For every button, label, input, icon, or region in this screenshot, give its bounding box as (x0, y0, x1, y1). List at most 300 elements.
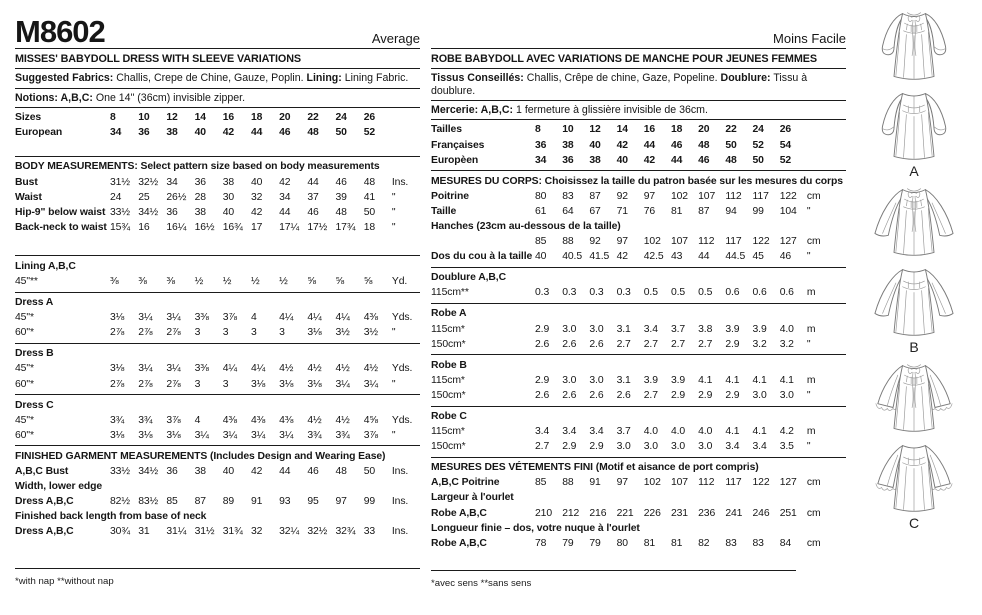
cell-value: 236 (698, 507, 716, 519)
cell-value: 3.4 (589, 426, 604, 438)
cell-value: 81 (670, 537, 683, 549)
table-row (15, 220, 420, 235)
cell-value: 3¼ (138, 312, 153, 324)
cell-value: 107 (670, 477, 688, 489)
cell-value: 83 (562, 190, 574, 202)
cell-value: 83 (725, 537, 737, 549)
size-table-french (431, 119, 846, 588)
cell-value: 42 (250, 206, 263, 218)
difficulty-rating-french: Moins Facile (773, 31, 846, 46)
cell-value: 3.4 (562, 426, 577, 438)
cell-value: 4.2 (779, 426, 794, 438)
fabrics-label: Suggested Fabrics: (15, 72, 114, 85)
cell-value: 104 (779, 205, 797, 217)
fabrics-text: Challis, Crêpe de chine, Gaze, Popeline. (526, 72, 718, 85)
cell-value: 3⅞ (166, 414, 181, 426)
row-label: Europèen (431, 154, 479, 166)
cell-value: 4⅜ (363, 312, 378, 324)
cell-value: 3.0 (670, 441, 686, 453)
cell-value: 3.0 (616, 441, 631, 453)
cell-value: 71 (616, 205, 628, 217)
cell-value: 16 (138, 221, 150, 233)
unit-label: Yds. (391, 363, 413, 375)
table-row (431, 424, 846, 439)
cell-value: 2.7 (698, 338, 713, 350)
cell-value: 122 (752, 236, 770, 248)
cell-value: 112 (725, 190, 742, 202)
cell-value: 3¼ (222, 429, 237, 441)
cell-value: 44 (250, 127, 263, 139)
cell-value: ⅝ (335, 276, 345, 287)
unit-label (807, 153, 846, 168)
section-header: FINISHED GARMENT MEASUREMENTS (Includes Design and Wearing Ease) (15, 450, 386, 462)
unit-label: " (806, 251, 811, 263)
lining-label: Doublure: (720, 72, 771, 85)
cell-value: 48 (725, 154, 737, 166)
cell-value: 17¾ (335, 221, 356, 233)
cell-value: 2⅞ (110, 327, 125, 339)
unit-label (807, 122, 846, 137)
cell-value: 4.0 (643, 426, 658, 438)
cell-value: 117 (752, 190, 769, 202)
cell-value: 246 (752, 507, 770, 519)
cell-value: 3.9 (725, 323, 740, 335)
cell-value: 91 (250, 496, 263, 508)
cell-value: 36 (166, 466, 178, 478)
cell-value: 0.3 (535, 287, 550, 299)
cell-value: 52 (752, 139, 764, 151)
dress-c-back-illustration (862, 438, 966, 518)
cell-value: 3⅛ (307, 327, 322, 339)
cell-value: 3.0 (562, 374, 577, 386)
cell-value: 4.1 (698, 374, 713, 386)
row-label: Dress A,B,C (15, 496, 74, 508)
cell-value: 18 (250, 112, 263, 124)
fabrics-line-english (15, 68, 420, 88)
lining-text: Lining Fabric. (344, 72, 409, 85)
row-label: Taille (431, 205, 457, 217)
cell-value: 4.1 (752, 374, 767, 386)
cell-value: 79 (562, 537, 574, 549)
cell-value: 2.9 (562, 441, 577, 453)
cell-value: 26 (363, 112, 376, 124)
cell-value: 3¼ (250, 429, 266, 441)
cell-value: 79 (589, 537, 601, 549)
cell-value: 42 (250, 466, 263, 478)
section-header: Dress A (15, 297, 54, 309)
cell-value: 212 (562, 507, 580, 519)
cell-value: 20 (279, 112, 291, 124)
cell-value: 3.0 (589, 323, 604, 335)
cell-value: 32¾ (335, 526, 356, 538)
table-row (15, 494, 420, 509)
cell-value: 16½ (194, 221, 215, 233)
row-label: 45"* (15, 414, 34, 426)
lining-text: Tissu à doublure. (431, 72, 808, 97)
table-row (431, 388, 846, 403)
section-header: MESURES DU CORPS: Choisissez la taille du patron basée sur les mesures du corps (431, 175, 843, 187)
cell-value: 221 (616, 507, 634, 519)
cell-value: 4¼ (307, 312, 322, 324)
cell-value: 112 (698, 236, 715, 248)
table-row (431, 122, 846, 137)
table-row (15, 428, 420, 443)
fabrics-label: Tissus Conseillés: (431, 72, 524, 85)
cell-value: 3.9 (752, 323, 767, 335)
table-row (431, 249, 846, 264)
cell-value: 26 (779, 124, 792, 136)
cell-value: 24 (752, 124, 764, 136)
row-label: Robe A,B,C (431, 537, 487, 549)
cell-value: 2.6 (562, 389, 577, 401)
divider (431, 406, 846, 407)
notions-line-french (431, 100, 846, 120)
cell-value: 0.6 (779, 287, 794, 299)
cell-value: 83 (752, 537, 764, 549)
section-header: BODY MEASUREMENTS: Select pattern size based on body measurements (15, 161, 380, 173)
cell-value: ⅝ (307, 276, 316, 287)
spacer (15, 140, 420, 153)
cell-value: 76 (643, 205, 656, 217)
cell-value: 46 (779, 251, 792, 263)
cell-value: 2.7 (616, 338, 631, 350)
row-label: Françaises (431, 139, 485, 151)
cell-value: 87 (589, 190, 601, 202)
cell-value: 3½ (363, 327, 378, 339)
cell-value: 84 (779, 537, 792, 549)
cell-value: 15¾ (110, 221, 130, 233)
cell-value: 38 (194, 206, 206, 218)
cell-value: 3.4 (535, 426, 550, 438)
row-label: 45"** (15, 276, 38, 287)
row-label: Waist (15, 191, 42, 203)
cell-value: 16¾ (222, 221, 243, 233)
row-label: A,B,C Bust (15, 466, 69, 478)
cell-value: 81 (670, 205, 683, 217)
cell-value: 8 (535, 124, 541, 136)
row-label: Back-neck to waist (15, 221, 107, 233)
cell-value: 2.7 (643, 338, 658, 350)
section-header: Robe B (431, 359, 467, 371)
cell-value: 26½ (166, 191, 187, 203)
cell-value: ½ (222, 276, 232, 287)
cell-value: 87 (698, 205, 710, 217)
cell-value: 95 (307, 496, 319, 508)
table-row (431, 285, 846, 300)
cell-value: 34½ (138, 466, 159, 478)
cell-value: 12 (166, 112, 178, 124)
cell-value: 67 (589, 205, 601, 217)
cell-value: 231 (670, 507, 688, 519)
section-header: Largeur à l'ourlet (431, 492, 514, 504)
table-row (15, 524, 420, 539)
cell-value: 0.3 (616, 287, 631, 299)
unit-label: " (391, 206, 396, 218)
cell-value: 83½ (138, 496, 159, 508)
cell-value: 37 (307, 191, 319, 203)
table-row (431, 153, 846, 168)
masthead-french (431, 10, 846, 48)
section-header: Robe A (431, 308, 467, 320)
lining-label: Lining: (306, 72, 342, 85)
table-row (431, 536, 846, 551)
cell-value: 48 (698, 139, 710, 151)
cell-value: 4⅜ (279, 414, 294, 426)
table-row (15, 274, 420, 289)
view-label-a: A (909, 163, 919, 179)
cell-value: 3¾ (110, 414, 125, 426)
cell-value: 3.5 (779, 441, 794, 453)
cell-value: 39 (335, 191, 347, 203)
cell-value: 4.0 (670, 426, 686, 438)
difficulty-rating-english: Average (371, 31, 420, 46)
table-row (431, 439, 846, 454)
cell-value: 14 (194, 112, 206, 124)
cell-value: 3.0 (752, 389, 767, 401)
cell-value: 3¼ (279, 429, 294, 441)
unit-label: cm (806, 477, 821, 489)
divider (431, 570, 796, 571)
cell-value: 32 (250, 526, 263, 538)
cell-value: 42 (616, 251, 628, 263)
unit-label: " (806, 338, 811, 350)
cell-value: 4¼ (335, 312, 350, 324)
cell-value: 38 (166, 127, 178, 139)
cell-value: 127 (779, 236, 797, 248)
cell-value: 4½ (335, 414, 350, 426)
section-header: Robe C (431, 411, 467, 423)
row-label: 60"* (15, 327, 34, 339)
cell-value: 50 (752, 154, 764, 166)
section-header: MESURES DES VÉTEMENTS FINI (Motif et aisance de port compris) (431, 462, 759, 474)
cell-value: 3⅛ (110, 363, 125, 375)
cell-value: 2.9 (589, 441, 604, 453)
divider (431, 170, 846, 171)
cell-value: 3¼ (166, 312, 181, 324)
cell-value: 45 (752, 251, 764, 263)
unit-label: Yd. (391, 276, 408, 287)
row-label: 150cm* (431, 441, 466, 453)
section-header: Hanches (23cm au-dessous de la taille) (431, 220, 621, 232)
cell-value: 3 (222, 327, 229, 339)
cell-value: 34 (110, 127, 122, 139)
cell-value: 48 (335, 466, 347, 478)
notions-label: Mercerie: A,B,C: (431, 104, 514, 117)
cell-value: 4⅜ (222, 414, 237, 426)
unit-label: Ins. (391, 526, 409, 538)
cell-value: 3¼ (138, 363, 153, 375)
cell-value: 82 (698, 537, 710, 549)
section-header: Lining A,B,C (15, 260, 76, 272)
dress-c-front-illustration (862, 358, 966, 438)
section-header: Finished back length from base of neck (15, 511, 207, 523)
divider (15, 445, 420, 446)
cell-value: 4½ (363, 363, 378, 375)
cell-value: 117 (725, 236, 742, 248)
cell-value: 34½ (138, 206, 159, 218)
unit-label: " (391, 221, 396, 233)
cell-value: 36 (562, 154, 574, 166)
cell-value: 40 (616, 154, 628, 166)
unit-label: Ins. (391, 496, 409, 508)
divider (431, 457, 846, 458)
cell-value: 92 (616, 190, 628, 202)
spacer (431, 551, 846, 568)
row-label: Sizes (15, 112, 42, 124)
unit-label: cm (806, 190, 821, 202)
cell-value: 91 (589, 477, 601, 489)
cell-value: 36 (194, 176, 206, 188)
cell-value: 40 (222, 206, 235, 218)
table-row (431, 475, 846, 490)
cell-value: 4¼ (222, 363, 237, 375)
row-label: Robe A,B,C (431, 507, 487, 519)
cell-value: 3⅛ (307, 378, 322, 390)
cell-value: 52 (779, 154, 792, 166)
divider (15, 292, 420, 293)
cell-value: ⅜ (110, 276, 119, 287)
cell-value: 44 (307, 176, 319, 188)
table-row (431, 204, 846, 219)
row-label: 45"* (15, 363, 34, 375)
cell-value: 3 (194, 378, 201, 390)
cell-value: 4 (250, 312, 257, 324)
cell-value: 44 (670, 154, 683, 166)
cell-value: 3⅞ (363, 429, 378, 441)
view-label-c: C (908, 515, 920, 531)
masthead-english (15, 10, 420, 48)
cell-value: 2.7 (535, 441, 550, 453)
cell-value: 127 (779, 477, 797, 489)
divider (431, 354, 846, 355)
cell-value: 0.6 (752, 287, 767, 299)
cell-value: 38 (562, 139, 574, 151)
cell-value: 46 (307, 206, 319, 218)
cell-value: 31¼ (166, 526, 187, 538)
cell-value: 3⅛ (166, 429, 181, 441)
cell-value: 3.9 (670, 374, 686, 386)
cell-value: 17¼ (279, 221, 300, 233)
row-label: Bust (15, 176, 38, 188)
cell-value: 22 (725, 124, 737, 136)
garment-title-english: MISSES' BABYDOLL DRESS WITH SLEEVE VARIATIONS (15, 48, 420, 68)
row-label: 115cm* (431, 323, 465, 335)
cell-value: 210 (535, 507, 553, 519)
cell-value: 3.7 (670, 323, 686, 335)
cell-value: 2⅞ (110, 378, 125, 390)
cell-value: 30¾ (110, 526, 130, 538)
row-label: A,B,C Poitrine (431, 477, 500, 489)
dress-a-views (852, 6, 976, 179)
row-label: Hip-9" below waist (15, 206, 106, 218)
cell-value: 85 (535, 236, 547, 248)
section-header: Dress B (15, 348, 54, 360)
cell-value: 64 (562, 205, 574, 217)
cell-value: 78 (535, 537, 547, 549)
row-label: European (15, 127, 63, 139)
cell-value: 38 (589, 154, 601, 166)
cell-value: 82½ (110, 496, 130, 508)
cell-value: 3.0 (698, 441, 713, 453)
fabrics-text: Challis, Crepe de Chine, Gauze, Poplin. (116, 72, 304, 85)
unit-label: " (806, 389, 811, 401)
cell-value: 3¼ (194, 429, 209, 441)
cell-value: 44 (279, 206, 291, 218)
cell-value: 81 (643, 537, 656, 549)
section-header: Width, lower edge (15, 481, 103, 493)
unit-label: m (806, 287, 816, 299)
cell-value: ½ (250, 276, 260, 287)
table-row (431, 373, 846, 388)
cell-value: 2.9 (698, 389, 713, 401)
cell-value: 33 (363, 526, 376, 538)
cell-value: 18 (670, 124, 683, 136)
cell-value: 117 (725, 477, 742, 489)
row-label: Tailles (431, 124, 462, 136)
unit-label: " (391, 429, 396, 441)
divider (431, 267, 846, 268)
cell-value: 2.7 (670, 338, 686, 350)
cell-value: 102 (670, 190, 688, 202)
cell-value: 3.4 (725, 441, 740, 453)
cell-value: 40 (535, 251, 547, 263)
row-label (431, 234, 535, 249)
cell-value: 99 (363, 496, 376, 508)
cell-value: 25 (138, 191, 150, 203)
cell-value: 34 (535, 154, 547, 166)
cell-value: 2.6 (589, 338, 604, 350)
cell-value: 36 (535, 139, 547, 151)
view-label-b: B (909, 339, 919, 355)
cell-value: 50 (335, 127, 347, 139)
table-row (431, 322, 846, 337)
cell-value: 93 (279, 496, 291, 508)
unit-label: cm (806, 537, 821, 549)
cell-value: 44.5 (725, 251, 746, 263)
cell-value: ⅜ (138, 276, 147, 287)
cell-value: 3.4 (752, 441, 767, 453)
cell-value: 36 (138, 127, 150, 139)
cell-value: 99 (752, 205, 764, 217)
cell-value: 3 (222, 378, 229, 390)
cell-value: 10 (562, 124, 574, 136)
cell-value: 2⅞ (138, 327, 153, 339)
cell-value: 8 (110, 112, 116, 124)
dress-c-views (852, 358, 976, 531)
cell-value: 2.6 (616, 389, 631, 401)
cell-value: 3⅛ (110, 312, 125, 324)
row-label: 150cm* (431, 338, 466, 350)
row-label: Poitrine (431, 190, 469, 202)
cell-value: 61 (535, 205, 547, 217)
cell-value: 33½ (110, 466, 130, 478)
divider (15, 394, 420, 395)
unit-label: cm (806, 507, 821, 519)
cell-value: 50 (725, 139, 737, 151)
cell-value: 16¼ (166, 221, 187, 233)
cell-value: 16 (222, 112, 235, 124)
row-label: 115cm* (431, 426, 465, 438)
row-label: 115cm** (431, 287, 469, 299)
cell-value: 28 (194, 191, 206, 203)
cell-value: 89 (222, 496, 235, 508)
cell-value: 97 (616, 236, 628, 248)
cell-value: 46 (698, 154, 710, 166)
cell-value: 102 (643, 236, 661, 248)
cell-value: 3⅛ (250, 378, 266, 390)
cell-value: 3 (279, 327, 285, 339)
cell-value: 107 (698, 190, 716, 202)
